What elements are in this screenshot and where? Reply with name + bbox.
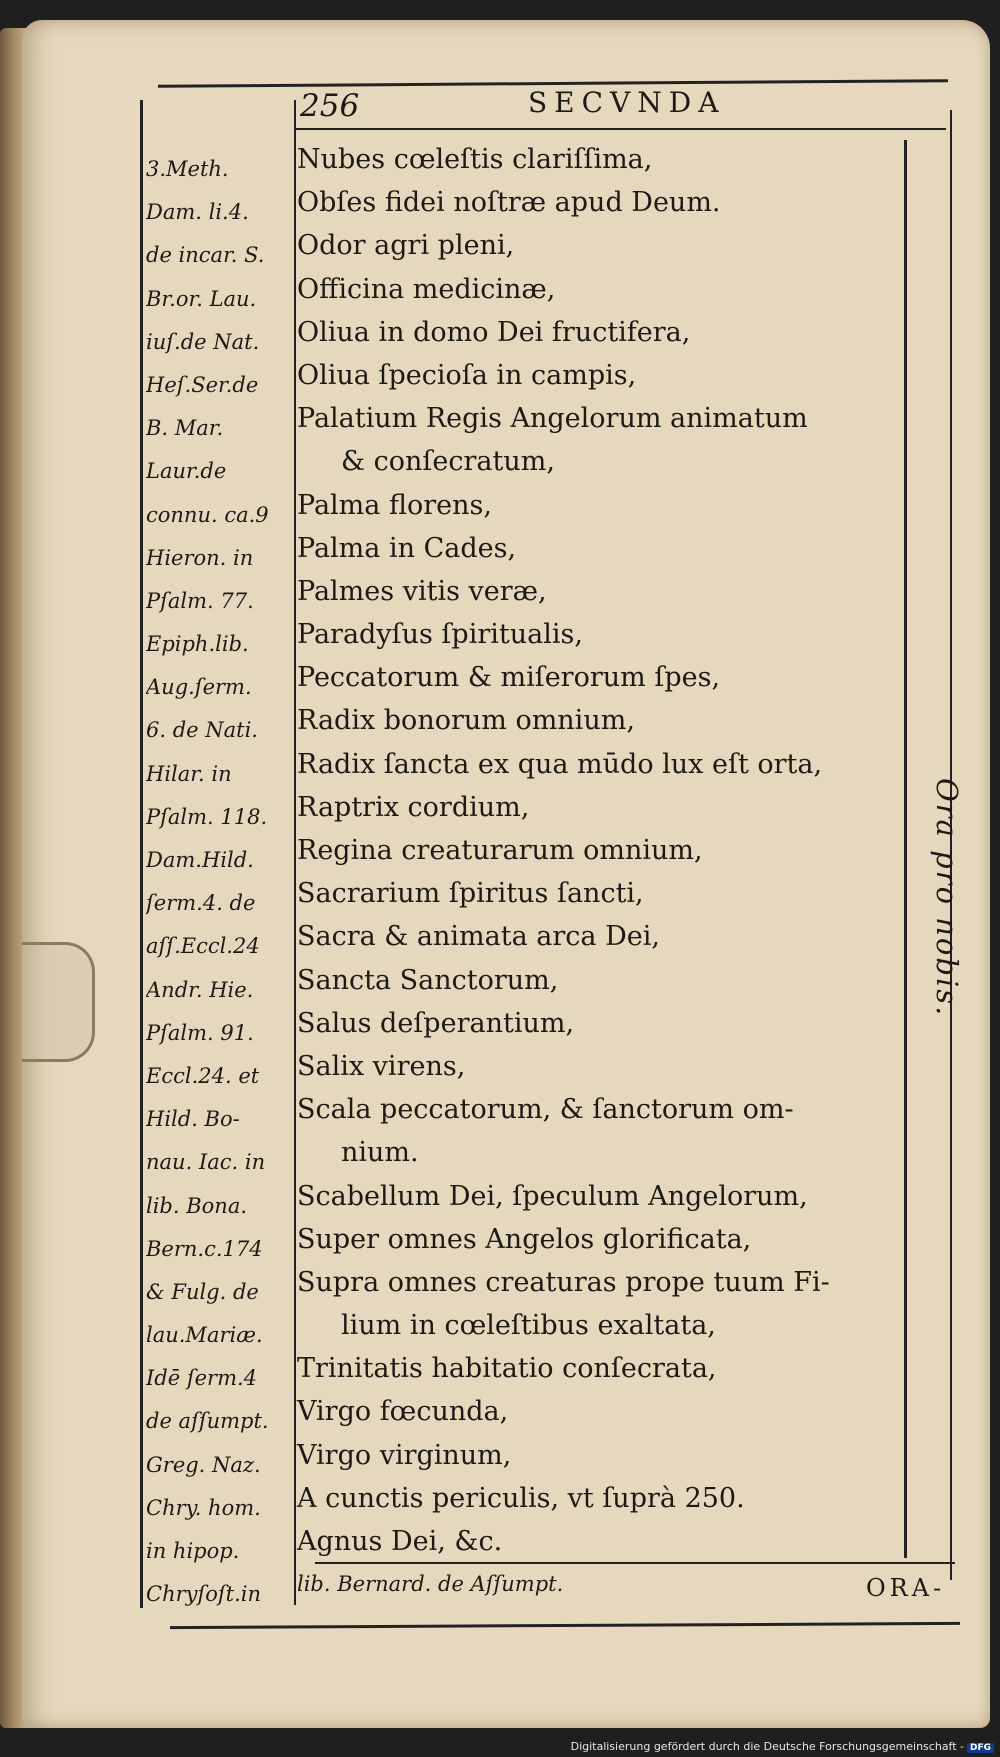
text-line: Nubes cœleſtis clariſſima, bbox=[297, 144, 653, 175]
response-label: Ora pro nobis. bbox=[930, 778, 964, 1018]
margin-note: Dam.Hild. bbox=[146, 848, 254, 872]
text-line: Palatium Regis Angelorum animatum bbox=[297, 403, 808, 435]
margin-note: ſerm.4. de bbox=[146, 891, 256, 916]
margin-note: connu. ca.9 bbox=[146, 502, 269, 527]
margin-note: Pſalm. 118. bbox=[146, 804, 268, 829]
margin-note: Eccl.24. et bbox=[146, 1063, 260, 1088]
margin-note: Chryſoſt.in bbox=[146, 1582, 262, 1607]
margin-note: in hipop. bbox=[146, 1539, 240, 1563]
margin-note: Heſ.Ser.de bbox=[146, 372, 259, 397]
text-line: Oliua ſpecioſa in campis, bbox=[297, 359, 637, 391]
text-line: & conſecratum, bbox=[341, 446, 555, 478]
margin-note: Pſalm. 91. bbox=[146, 1020, 254, 1045]
margin-note: 3.Meth. bbox=[146, 157, 229, 181]
text-line: Palmes vitis veræ, bbox=[297, 575, 547, 607]
margin-note: de incar. S. bbox=[146, 243, 265, 268]
text-line: Supra omnes creaturas prope tuum Fi- bbox=[297, 1266, 830, 1298]
margin-note: Dam. li.4. bbox=[146, 200, 249, 225]
text-line: Super omnes Angelos glorificata, bbox=[297, 1223, 752, 1255]
margin-note: 6. de Nati. bbox=[146, 718, 258, 743]
text-line: Obſes fidei noſtræ apud Deum. bbox=[297, 187, 721, 219]
text-line: Virgo virginum, bbox=[297, 1439, 512, 1471]
margin-notes bbox=[146, 148, 294, 1616]
text-line: Regina creaturarum omnium, bbox=[297, 835, 703, 866]
text-line: Peccatorum & miſerorum ſpes, bbox=[297, 662, 721, 694]
text-line: lium in cœleſtibus exaltata, bbox=[341, 1310, 716, 1342]
running-title: SECVNDA bbox=[528, 86, 726, 119]
text-line: Sacrarium ſpiritus ſancti, bbox=[297, 878, 644, 910]
text-line: nium. bbox=[341, 1137, 419, 1169]
page-number: 256 bbox=[300, 88, 360, 124]
dfg-logo-icon: DFG bbox=[967, 1743, 994, 1753]
margin-note: Aug.ſerm. bbox=[146, 675, 252, 700]
margin-note: & Fulg. de bbox=[146, 1279, 259, 1304]
margin-note: Hild. Bo- bbox=[146, 1107, 240, 1132]
catchword: ORA- bbox=[866, 1574, 946, 1602]
text-line: Oliua in domo Dei fructifera, bbox=[297, 316, 691, 348]
margin-note: aſſ.Eccl.24 bbox=[146, 934, 260, 959]
text-line: A cunctis periculis, vt ſuprà 250. bbox=[297, 1482, 745, 1514]
text-line: Paradyſus ſpiritualis, bbox=[297, 619, 583, 651]
header-rule bbox=[296, 128, 946, 130]
text-line: Trinitatis habitatio conſecrata, bbox=[297, 1353, 717, 1385]
margin-note: Laur.de bbox=[146, 459, 227, 484]
text-line: Palma florens, bbox=[297, 489, 492, 521]
margin-note: Br.or. Lau. bbox=[146, 286, 257, 311]
margin-note: Idē ſerm.4 bbox=[146, 1366, 258, 1391]
text-line: Radix ſancta ex qua mūdo lux eſt orta, bbox=[297, 748, 823, 780]
text-line: Odor agri pleni, bbox=[297, 230, 515, 262]
page-clip bbox=[22, 942, 95, 1062]
column-divider-rule bbox=[294, 100, 296, 1605]
margin-note: Chry. hom. bbox=[146, 1495, 261, 1520]
text-line: Scabellum Dei, ſpeculum Angelorum, bbox=[297, 1180, 808, 1212]
margin-note: Epiph.lib. bbox=[146, 632, 249, 657]
text-line: Sacra & animata arca Dei, bbox=[297, 921, 660, 953]
margin-note: Hilar. in bbox=[146, 761, 232, 786]
margin-note: Greg. Naz. bbox=[146, 1452, 261, 1477]
main-right-rule bbox=[904, 140, 907, 1558]
credit-text: Digitalisierung gefördert durch die Deutsche Forschungsgemeinschaft - bbox=[570, 1740, 964, 1753]
text-line: Raptrix cordium, bbox=[297, 791, 530, 823]
litany-text bbox=[297, 138, 897, 1606]
text-line: Scala peccatorum, & ſanctorum om- bbox=[297, 1094, 794, 1126]
margin-note: Bern.c.174 bbox=[146, 1236, 263, 1261]
text-line: Virgo fœcunda, bbox=[297, 1396, 509, 1428]
margin-note: Hieron. in bbox=[146, 545, 254, 570]
margin-note: lib. Bona. bbox=[146, 1193, 248, 1218]
outer-left-rule bbox=[140, 100, 143, 1608]
source-note: lib. Bernard. de Aſſumpt. bbox=[297, 1572, 564, 1597]
margin-note: Pſalm. 77. bbox=[146, 588, 254, 613]
text-line: Sancta Sanctorum, bbox=[297, 964, 559, 996]
margin-note: de aſſumpt. bbox=[146, 1409, 269, 1434]
text-line: Palma in Cades, bbox=[297, 532, 517, 564]
margin-note: Andr. Hie. bbox=[146, 977, 254, 1002]
text-line: Radix bonorum omnium, bbox=[297, 705, 635, 737]
margin-note: iuſ.de Nat. bbox=[146, 329, 260, 354]
margin-note: nau. Iac. in bbox=[146, 1150, 266, 1175]
text-line: Officina medicinæ, bbox=[297, 273, 556, 305]
margin-note: B. Mar. bbox=[146, 416, 224, 441]
text-line: Salus deſperantium, bbox=[297, 1007, 575, 1039]
digitization-credit bbox=[571, 1740, 994, 1753]
text-line: Salix virens, bbox=[297, 1050, 466, 1082]
margin-note: lau.Mariæ. bbox=[146, 1323, 263, 1348]
text-line: Agnus Dei, &c. bbox=[297, 1526, 503, 1557]
